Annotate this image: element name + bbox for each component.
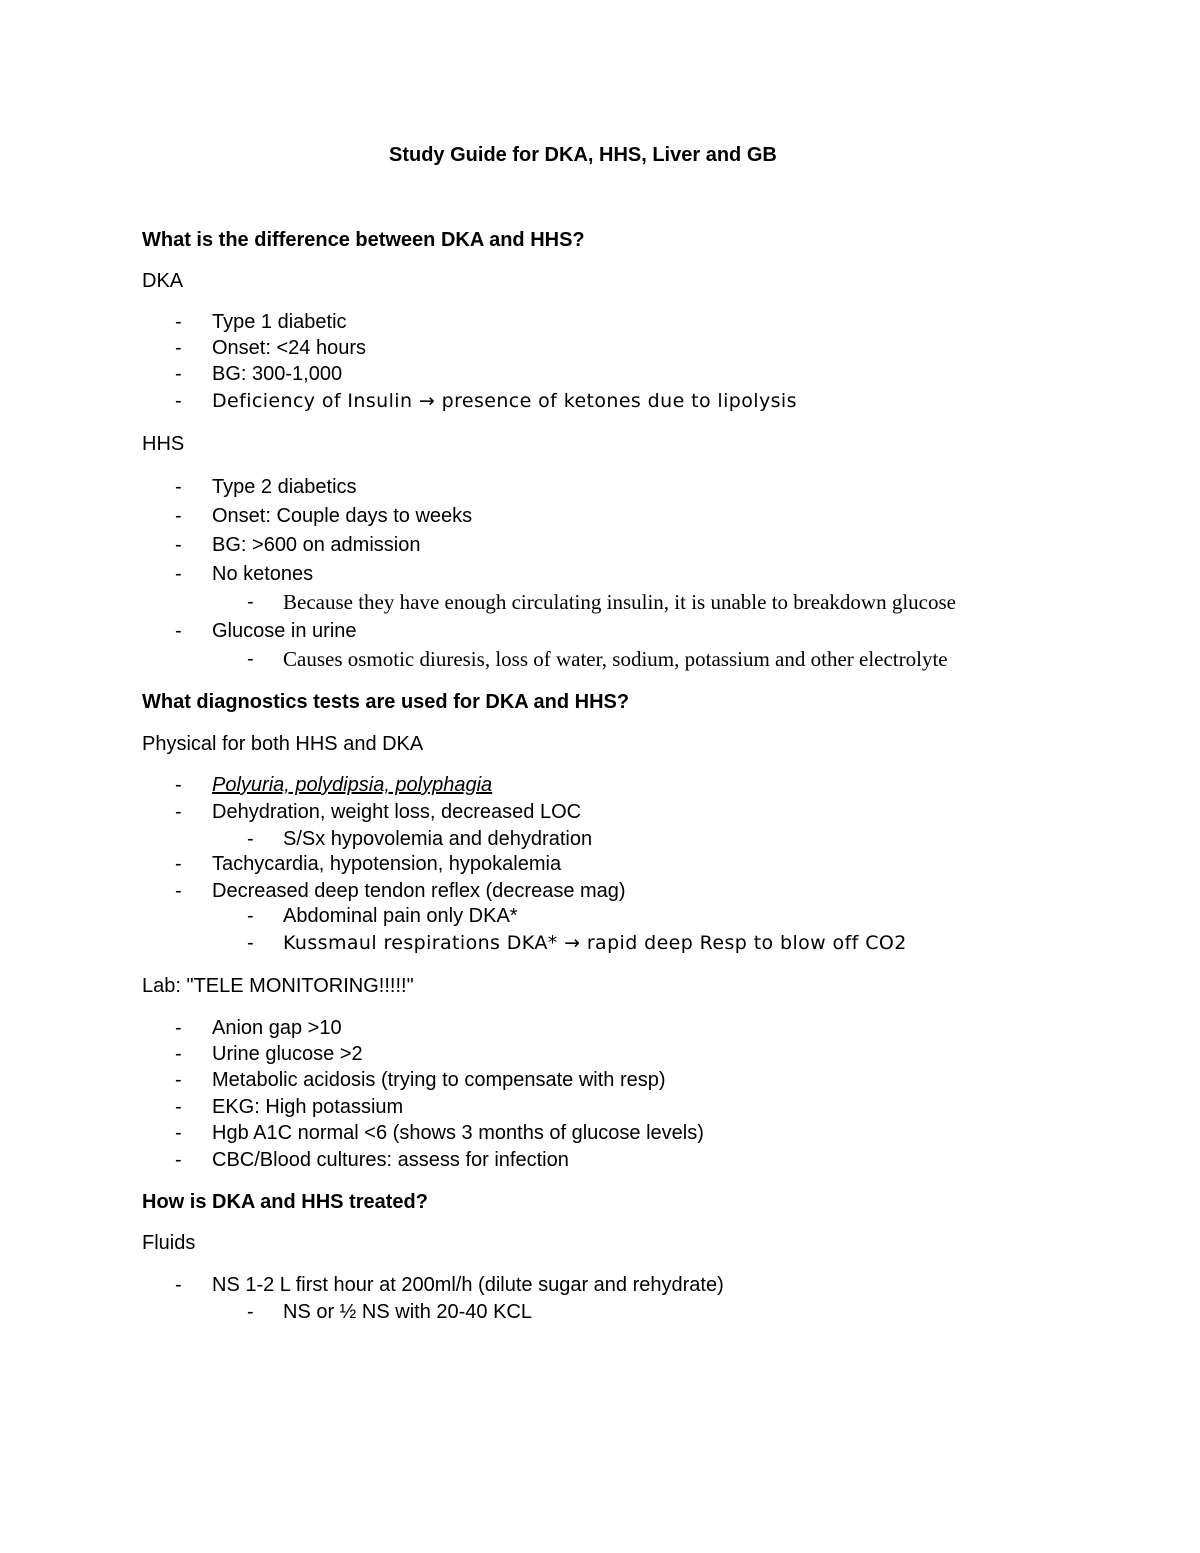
list-item: S/Sx hypovolemia and dehydration bbox=[283, 828, 593, 850]
bullet-dash: - bbox=[175, 774, 182, 796]
list-item: Kussmaul respirations DKA* → rapid deep Resp to blow off CO2 bbox=[283, 932, 907, 954]
list-item: Urine glucose >2 bbox=[212, 1043, 363, 1065]
bullet-dash: - bbox=[247, 648, 254, 670]
question-3-heading: How is DKA and HHS treated? bbox=[142, 1191, 428, 1213]
list-item: Anion gap >10 bbox=[212, 1017, 342, 1039]
bullet-dash: - bbox=[247, 828, 254, 850]
list-item: NS or ½ NS with 20-40 KCL bbox=[283, 1301, 532, 1323]
list-item: Type 1 diabetic bbox=[212, 311, 347, 333]
list-item: Metabolic acidosis (trying to compensate with resp) bbox=[212, 1069, 666, 1091]
list-item: Decreased deep tendon reflex (decrease mag) bbox=[212, 880, 626, 902]
bullet-dash: - bbox=[175, 620, 182, 642]
bullet-dash: - bbox=[175, 1096, 182, 1118]
list-item: Polyuria, polydipsia, polyphagia bbox=[212, 774, 493, 796]
bullet-dash: - bbox=[175, 505, 182, 527]
list-item: Tachycardia, hypotension, hypokalemia bbox=[212, 853, 562, 875]
list-item: Type 2 diabetics bbox=[212, 476, 357, 498]
list-item: Dehydration, weight loss, decreased LOC bbox=[212, 801, 582, 823]
question-1-heading: What is the difference between DKA and HHS? bbox=[142, 229, 585, 251]
bullet-dash: - bbox=[175, 1069, 182, 1091]
list-item: BG: >600 on admission bbox=[212, 534, 421, 556]
dka-label: DKA bbox=[142, 270, 184, 292]
bullet-dash: - bbox=[175, 476, 182, 498]
bullet-dash: - bbox=[175, 534, 182, 556]
list-item: No ketones bbox=[212, 563, 314, 585]
bullet-dash: - bbox=[175, 337, 182, 359]
question-2-heading: What diagnostics tests are used for DKA and HHS? bbox=[142, 691, 630, 713]
list-item: CBC/Blood cultures: assess for infection bbox=[212, 1149, 569, 1171]
physical-label: Physical for both HHS and DKA bbox=[142, 733, 424, 755]
bullet-dash: - bbox=[175, 563, 182, 585]
bullet-dash: - bbox=[175, 880, 182, 902]
bullet-dash: - bbox=[247, 591, 254, 613]
bullet-dash: - bbox=[175, 853, 182, 875]
bullet-dash: - bbox=[247, 932, 254, 954]
list-item: Hgb A1C normal <6 (shows 3 months of glucose levels) bbox=[212, 1122, 704, 1144]
list-item: Onset: Couple days to weeks bbox=[212, 505, 473, 527]
list-item: Causes osmotic diuresis, loss of water, sodium, potassium and other electrolyte bbox=[283, 647, 948, 671]
bullet-dash: - bbox=[175, 1043, 182, 1065]
bullet-dash: - bbox=[175, 311, 182, 333]
bullet-dash: - bbox=[175, 1149, 182, 1171]
page-title: Study Guide for DKA, HHS, Liver and GB bbox=[389, 144, 777, 166]
list-item: BG: 300-1,000 bbox=[212, 363, 343, 385]
bullet-dash: - bbox=[175, 363, 182, 385]
list-item: Abdominal pain only DKA* bbox=[283, 905, 518, 927]
bullet-dash: - bbox=[247, 1301, 254, 1323]
bullet-dash: - bbox=[175, 1017, 182, 1039]
fluids-label: Fluids bbox=[142, 1232, 196, 1254]
list-item: Because they have enough circulating insulin, it is unable to breakdown glucose bbox=[283, 590, 956, 614]
list-item: Glucose in urine bbox=[212, 620, 357, 642]
bullet-dash: - bbox=[175, 1122, 182, 1144]
bullet-dash: - bbox=[175, 1274, 182, 1296]
list-item: Onset: <24 hours bbox=[212, 337, 366, 359]
bullet-dash: - bbox=[175, 801, 182, 823]
bullet-dash: - bbox=[247, 905, 254, 927]
lab-label: Lab: "TELE MONITORING!!!!!" bbox=[142, 975, 414, 997]
list-item: Deficiency of Insulin → presence of ketones due to lipolysis bbox=[212, 390, 797, 412]
list-item: NS 1-2 L first hour at 200ml/h (dilute sugar and rehydrate) bbox=[212, 1274, 724, 1296]
bullet-dash: - bbox=[175, 390, 182, 412]
hhs-label: HHS bbox=[142, 433, 185, 455]
list-item: EKG: High potassium bbox=[212, 1096, 404, 1118]
